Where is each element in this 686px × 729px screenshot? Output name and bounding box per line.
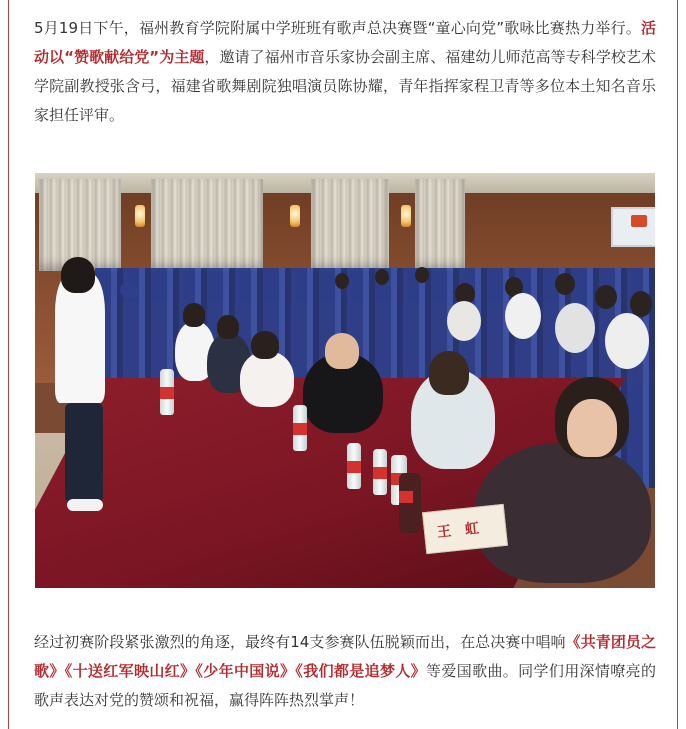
song-title: 《十送红军映山红》 (64, 662, 196, 680)
judge-head (325, 333, 359, 369)
judge-head (429, 351, 469, 395)
intro-text-part1: 5月19日下午，福州教育学院附属中学班班有歌声总决赛暨“童心向党”歌咏比赛热力举行。 (34, 19, 641, 37)
photo-curtain (415, 179, 465, 271)
tea-thermos (399, 473, 421, 533)
water-bottle (373, 449, 387, 495)
wall-lamp (401, 205, 411, 227)
judge-figure (240, 351, 294, 407)
audience-member (630, 291, 652, 317)
article-frame (8, 0, 678, 729)
song-title: 《我们都是追梦人》 (295, 662, 427, 680)
water-bottle (160, 369, 174, 415)
song-title: 《少年中国说》 (195, 662, 296, 680)
audience-member (505, 293, 541, 339)
judge-nameplate: 王虹 (422, 504, 508, 554)
result-paragraph (34, 628, 656, 715)
student-head (61, 257, 95, 293)
intro-paragraph (34, 14, 656, 130)
song-title: 《共青团员之歌》 (34, 633, 656, 680)
event-photo (35, 173, 655, 588)
photo-curtain (151, 179, 263, 271)
judge-head (183, 303, 205, 327)
intro-text-part2: ，邀请了福州市音乐家协会副主席、福建幼儿师范高等专科学校艺术学院副教授张含弓，福建省歌舞剧院独唱演员陈协耀，青年指挥家程卫青等多位本土知名音乐家担任评审。 (34, 48, 656, 124)
audience-member (335, 273, 349, 289)
audience-member (415, 267, 429, 283)
water-bottle (347, 443, 361, 489)
judge-face (567, 399, 617, 457)
audience-member (375, 269, 389, 285)
audience-member (605, 313, 649, 369)
wall-lamp (290, 205, 300, 227)
wall-lamp (135, 205, 145, 227)
audience-member (447, 301, 481, 341)
audience-member (555, 273, 575, 295)
student-shoes (67, 499, 103, 511)
audience-member (595, 285, 617, 309)
audience-member (555, 303, 595, 353)
water-bottle (293, 405, 307, 451)
photo-curtain (311, 179, 389, 271)
theme-emphasis: 活动以“赞歌献给党”为主题 (34, 19, 656, 66)
result-text-part2: 等爱国歌曲。同学们用深情嘹亮的歌声表达对党的赞颂和祝福，赢得阵阵热烈掌声！ (34, 662, 656, 709)
projection-screen (611, 207, 655, 247)
judge-head (251, 331, 279, 359)
student-legs (65, 403, 103, 503)
judge-head (217, 315, 239, 339)
result-text-part1: 经过初赛阶段紧张激烈的角逐，最终有14支参赛队伍脱颖而出，在总决赛中唱响 (34, 633, 566, 651)
